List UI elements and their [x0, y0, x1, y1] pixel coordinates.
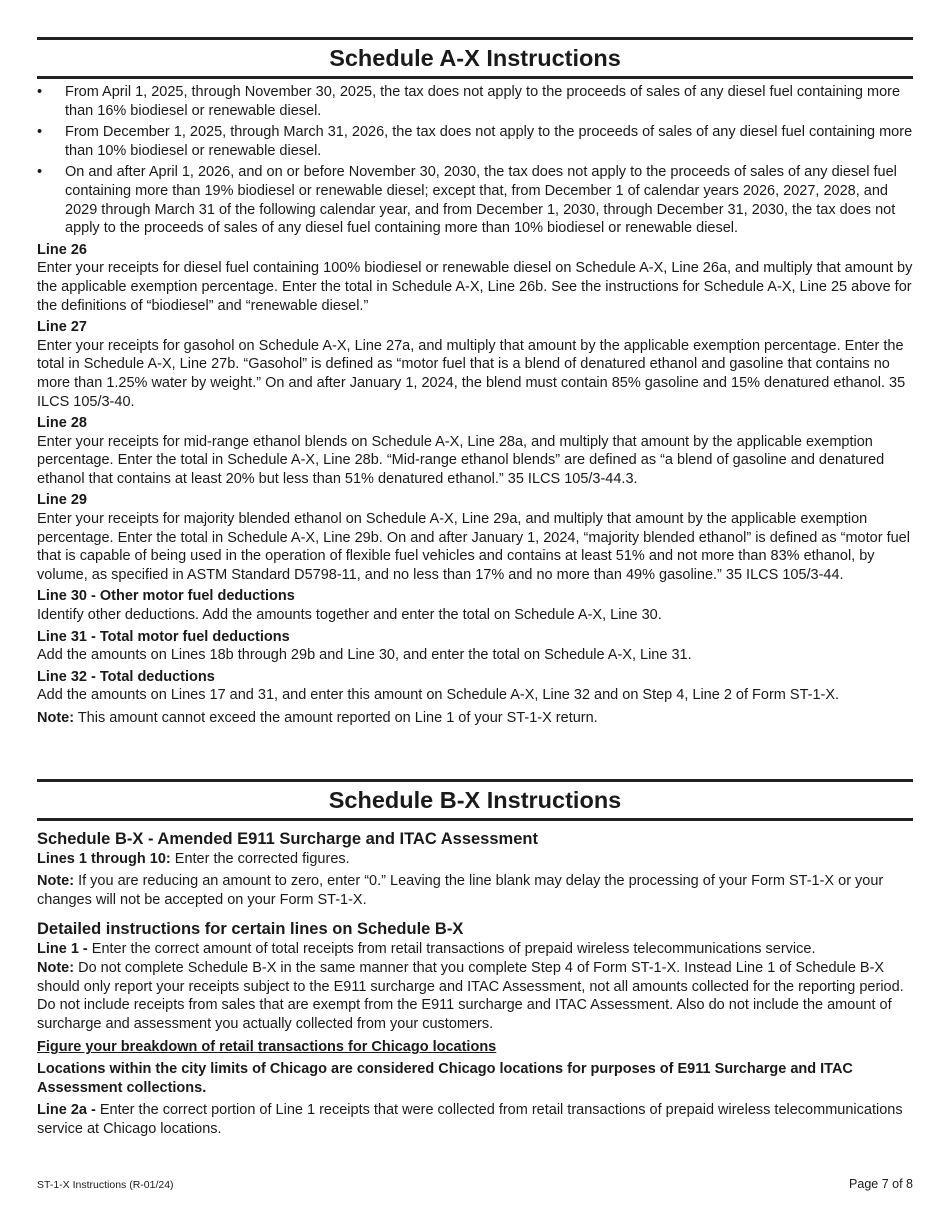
line-1-text: Line 1 - Enter the correct amount of total receipts from retail transactions of prepaid wireless telecommunications service. — [37, 941, 816, 958]
page-number: Page 7 of 8 — [849, 1177, 913, 1191]
schedule-a-note: Note: This amount cannot exceed the amount reported on Line 1 of your ST-1-X return. — [37, 710, 598, 726]
line-32-heading: Line 32 - Total deductions — [37, 668, 215, 685]
schedule-b-title: Schedule B-X Instructions — [328, 786, 622, 813]
line-27-heading: Line 27 — [37, 319, 87, 336]
title-rule-bottom — [37, 76, 913, 79]
line-26-heading: Line 26 — [37, 241, 87, 258]
bullet-item: • From December 1, 2025, through March 31, 2026, the tax does not apply to the proceeds of sales of any diesel fuel containing more than 10% biodiesel or renewable diesel. — [37, 124, 913, 159]
schedule-b-subtitle: Schedule B-X - Amended E911 Surcharge and ITAC Assessment — [37, 829, 538, 848]
line-29-heading: Line 29 — [37, 492, 87, 509]
bullet-icon: • — [37, 124, 43, 141]
bullet-icon: • — [37, 84, 43, 100]
schedule-b-note-2: Note: Do not complete Schedule B-X in the same manner that you complete Step 4 of Form ST-1-X. Instead Line 1 of Schedule B-X should only report your receipts subject to the E911 surcharge and ITAC Assessment, not all amounts collected for the reporting period. Do not include receipts from sales that are exempt from the E911 surcharge and ITAC Assessment. Also do not include the amount of surcharge and assessment you actually collected from your customers. — [37, 959, 904, 1032]
line-26-text: Enter your receipts for diesel fuel containing 100% biodiesel or renewable diesel on Schedule A-X, Line 26a, and multiply that amount by the applicable exemption percentage. Enter the total in Schedule A-X, Line 26b. See the instructions for Schedule A-X, Line 25 above for the definitions of “biodiesel” and “renewable diesel.” — [37, 260, 913, 314]
line-29-text: Enter your receipts for majority blended ethanol on Schedule A-X, Line 29a, and multiply that amount by the applicable exemption percentage. Enter the total in Schedule A-X, Line 29b. On and after January 1, 2024, “majority blended ethanol” is defined as “motor fuel that is capable of being used in the operation of flexible fuel vehicles and contains at least 51% and not more than 83% ethanol, by volume, as specified in ASTM Standard D5798-11, and no less than 17% and no more than 49% gasoline.” 35 ILCS 105/3-44. — [37, 511, 910, 583]
document-page — [37, 0, 913, 1138]
schedule-b-note-1: Note: If you are reducing an amount to zero, enter “0.” Leaving the line blank may delay the processing of your Form ST-1-X or your changes will not be accepted on your Form ST-1-X. — [37, 873, 884, 908]
line-32-text: Add the amounts on Lines 17 and 31, and enter this amount on Schedule A-X, Line 32 and on Step 4, Line 2 of Form ST-1-X. — [37, 687, 840, 704]
line-31-text: Add the amounts on Lines 18b through 29b and Line 30, and enter the total on Schedule A-X, Line 31. — [37, 647, 692, 664]
chicago-locations-text: Locations within the city limits of Chicago are considered Chicago locations for purposes of E911 Surcharge and ITAC Assessment collections. — [37, 1060, 853, 1096]
line-30-text: Identify other deductions. Add the amounts together and enter the total on Schedule A-X, Line 30. — [37, 607, 662, 624]
line-31-heading: Line 31 - Total motor fuel deductions — [37, 628, 290, 645]
schedule-a-title: Schedule A-X Instructions — [329, 45, 621, 71]
line-28-heading: Line 28 — [37, 415, 87, 432]
detailed-instructions-heading: Detailed instructions for certain lines on Schedule B-X — [37, 920, 464, 939]
bullet-item: • On and after April 1, 2026, and on or before November 30, 2030, the tax does not apply to the proceeds of sales of any diesel fuel containing more than 19% biodiesel or renewable diesel; except that, from December 1 of calendar years 2026, 2027, 2028, and 2029 through March 31 of the following calendar year, and from December 1, 2030, through December 31, 2030, the tax does not apply to the proceeds of sales of any diesel fuel containing more than 10% biodiesel or renewable diesel. — [37, 164, 897, 237]
bullet-item: • From April 1, 2025, through November 30, 2025, the tax does not apply to the proceeds of sales of any diesel fuel containing more than 16% biodiesel or renewable diesel. — [37, 84, 901, 119]
lines-1-10-text: Lines 1 through 10: Enter the corrected figures. — [37, 850, 350, 867]
line-27-text: Enter your receipts for gasohol on Schedule A-X, Line 27a, and multiply that amount by the applicable exemption percentage. Enter the total in Schedule A-X, Line 27b. “Gasohol” is defined as “motor fuel that is a blend of denatured ethanol and gasoline that contains no more than 1.25% water by weight.” On and after January 1, 2024, the blend must contain 85% gasoline and 15% denatured ethanol. 35 ILCS 105/3-40. — [37, 337, 906, 410]
bullet-icon: • — [37, 164, 43, 181]
line-2a-text: Line 2a - Enter the correct portion of Line 1 receipts that were collected from retail transactions of prepaid wireless telecommunications service at Chicago locations. — [37, 1102, 903, 1137]
line-28-text: Enter your receipts for mid-range ethanol blends on Schedule A-X, Line 28a, and multiply that amount by the applicable exemption percentage. Enter the total in Schedule A-X, Line 28b. “Mid-range ethanol blends” are defined as “a blend of gasoline and denatured ethanol that contains at least 20% but less than 51% denatured ethanol.” 35 ILCS 105/3-44.3. — [37, 433, 885, 487]
bullet-list — [37, 83, 913, 238]
line-30-heading: Line 30 - Other motor fuel deductions — [37, 588, 295, 605]
title-rule-bottom — [37, 818, 913, 821]
chicago-breakdown-heading: Figure your breakdown of retail transactions for Chicago locations — [37, 1039, 497, 1056]
form-id: ST-1-X Instructions (R-01/24) — [37, 1179, 174, 1191]
